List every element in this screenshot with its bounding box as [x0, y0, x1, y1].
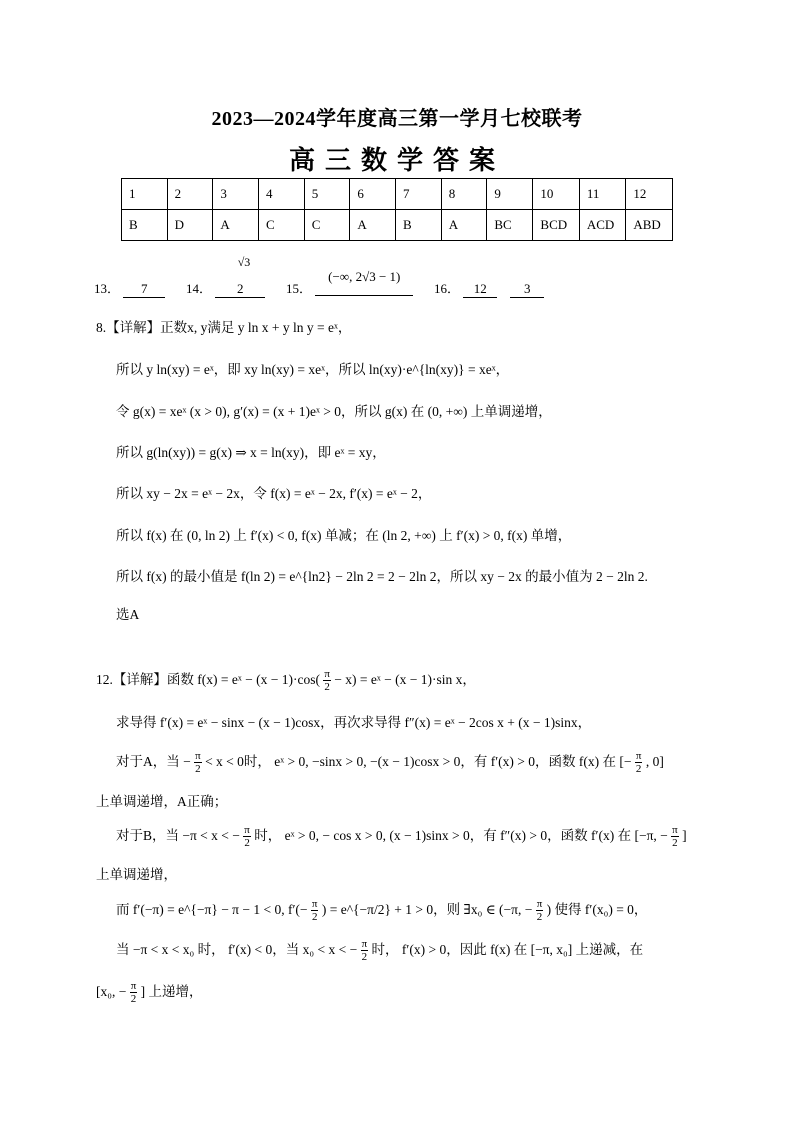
- fraction-numerator: π: [536, 898, 543, 911]
- q16-label: 16．: [434, 281, 461, 296]
- table-cell: 1: [122, 179, 168, 210]
- q12-line-3-middle: < x < 0时， eˣ > 0, −sinx > 0, −(x − 1)cosx > 0，有 f′(x) > 0，函数 f(x) 在 [−: [205, 754, 632, 769]
- fraction-numerator: π: [324, 668, 330, 681]
- q8-line-6: 所以 f(x) 在 (0, ln 2) 上 f′(x) < 0, f(x) 单减；在 (ln 2, +∞) 上 f′(x) > 0, f(x) 单增，: [116, 528, 572, 543]
- fraction: [311, 898, 319, 923]
- table-cell: 11: [579, 179, 625, 210]
- q12-line-1-start: 12.【详解】函数 f(x) = eˣ − (x − 1)·cos(: [96, 672, 320, 687]
- fraction: [194, 750, 202, 775]
- table-cell: C: [259, 210, 305, 241]
- table-cell: 5: [304, 179, 350, 210]
- q12-line-7-end: ) 使得 f′(x₀) = 0，: [546, 902, 648, 917]
- fraction-denominator: 2: [672, 837, 678, 850]
- q12-line-3: [116, 750, 664, 775]
- table-cell: 6: [350, 179, 396, 210]
- q12-line-1: [96, 668, 476, 693]
- fraction-numerator: π: [361, 938, 368, 951]
- q12-line-1-end: − x) = eˣ − (x − 1)·sin x，: [334, 672, 476, 687]
- q12-line-8-end: 时， f′(x) > 0，因此 f(x) 在 [−π, x₀] 上递减，在: [371, 942, 644, 957]
- q14-denominator: 2: [215, 281, 265, 298]
- q12-line-5-start: 对于B，当 −π < x < −: [116, 828, 240, 843]
- fraction-numerator: π: [244, 824, 250, 837]
- answer-table-answer-row: [122, 210, 673, 241]
- q8-line-2: 所以 y ln(xy) = eˣ，即 xy ln(xy) = xeˣ，所以 ln(xy)·e^{ln(xy)} = xeˣ，: [116, 362, 510, 377]
- fraction: [243, 824, 251, 849]
- q12-line-5: [116, 824, 687, 849]
- q8-line-4: 所以 g(ln(xy)) = g(x) ⇒ x = ln(xy)，即 eˣ = xy，: [116, 445, 386, 460]
- q12-line-6: 上单调递增，: [96, 867, 177, 882]
- fraction: [323, 668, 331, 693]
- table-cell: ABD: [626, 210, 673, 241]
- document-subtitle: 高三数学答案: [288, 146, 505, 176]
- q16-value-2: 3: [510, 281, 544, 298]
- table-cell: 7: [396, 179, 442, 210]
- fraction: [536, 898, 544, 923]
- table-cell: 9: [487, 179, 533, 210]
- q15-answer: [286, 266, 413, 296]
- fraction-denominator: 2: [361, 951, 368, 964]
- q12-line-7: [116, 898, 647, 923]
- q12-line-7-middle: ) = e^{−π/2} + 1 > 0，则 ∃x₀ ∈ (−π, −: [321, 902, 533, 917]
- table-cell: ACD: [579, 210, 625, 241]
- fraction-denominator: 2: [244, 837, 250, 850]
- q12-line-3-end: , 0]: [645, 754, 664, 769]
- fraction-denominator: 2: [311, 911, 318, 924]
- fraction: [635, 750, 643, 775]
- table-cell: A: [350, 210, 396, 241]
- q12-line-5-end: ]: [682, 828, 687, 843]
- fraction: [671, 824, 679, 849]
- fraction-numerator: π: [672, 824, 678, 837]
- q12-line-3-start: 对于A，当 −: [116, 754, 191, 769]
- q14-answer: [186, 278, 265, 298]
- table-cell: B: [122, 210, 168, 241]
- fraction-denominator: 2: [130, 993, 137, 1006]
- q8-line-3: 令 g(x) = xeˣ (x > 0), g′(x) = (x + 1)eˣ > 0，所以 g(x) 在 (0, +∞) 上单调递增，: [116, 404, 552, 419]
- document-title: 2023—2024学年度高三第一学月七校联考: [211, 108, 583, 130]
- q12-line-9: [96, 980, 203, 1005]
- fraction-denominator: 2: [195, 763, 201, 776]
- q8-line-7: 所以 f(x) 的最小值是 f(ln 2) = e^{ln2} − 2ln 2 = 2 − 2ln 2，所以 xy − 2x 的最小值为 2 − 2ln 2.: [116, 569, 648, 584]
- table-cell: 12: [626, 179, 673, 210]
- q8-line-1: 8.【详解】正数x, y满足 y ln x + y ln y = eˣ，: [96, 320, 352, 335]
- answer-table: [121, 178, 673, 241]
- table-cell: 8: [441, 179, 487, 210]
- table-cell: 3: [213, 179, 259, 210]
- table-cell: 4: [259, 179, 305, 210]
- q16-value-1: 12: [463, 281, 497, 298]
- fraction-numerator: π: [130, 980, 137, 993]
- table-cell: A: [213, 210, 259, 241]
- table-cell: B: [396, 210, 442, 241]
- q12-line-8: [116, 938, 643, 963]
- q12-line-9-start: [x₀, −: [96, 984, 127, 999]
- q8-choice: 选A: [116, 607, 140, 622]
- fraction-numerator: π: [311, 898, 318, 911]
- q14-label: 14．: [186, 281, 213, 296]
- q8-line-5: 所以 xy − 2x = eˣ − 2x，令 f(x) = eˣ − 2x, f′(x) = eˣ − 2，: [116, 486, 432, 501]
- q16-answer: [434, 278, 544, 298]
- fraction-denominator: 2: [536, 911, 543, 924]
- q12-line-7-start: 而 f′(−π) = e^{−π} − π − 1 < 0, f′(−: [116, 902, 308, 917]
- q13-label: 13．: [94, 281, 121, 296]
- q15-label: 15．: [286, 281, 313, 296]
- table-cell: D: [167, 210, 213, 241]
- q14-answer-numerator: √3: [237, 255, 251, 269]
- q12-line-9-end: ] 上递增，: [140, 984, 203, 999]
- q12-line-8-start: 当 −π < x < x₀ 时， f′(x) < 0，当 x₀ < x < −: [116, 942, 358, 957]
- q13-answer: [94, 278, 165, 298]
- q12-line-5-middle: 时， eˣ > 0, − cos x > 0, (x − 1)sinx > 0，有 f″(x) > 0，函数 f′(x) 在 [−π, −: [254, 828, 668, 843]
- q15-value: (−∞, 2√3 − 1): [315, 269, 413, 296]
- q12-line-4: 上单调递增，A正确；: [96, 794, 228, 809]
- fraction: [130, 980, 138, 1005]
- table-cell: BC: [487, 210, 533, 241]
- fraction-denominator: 2: [324, 681, 330, 694]
- fraction-numerator: π: [635, 750, 642, 763]
- fraction-denominator: 2: [635, 763, 642, 776]
- table-cell: BCD: [533, 210, 579, 241]
- q13-value: 7: [123, 281, 165, 298]
- table-cell: A: [441, 210, 487, 241]
- table-cell: C: [304, 210, 350, 241]
- fraction: [361, 938, 369, 963]
- answer-table-number-row: [122, 179, 673, 210]
- fraction-numerator: π: [195, 750, 201, 763]
- table-cell: 2: [167, 179, 213, 210]
- table-cell: 10: [533, 179, 579, 210]
- q12-line-2: 求导得 f′(x) = eˣ − sinx − (x − 1)cosx，再次求导得 f″(x) = eˣ − 2cos x + (x − 1)sinx，: [116, 715, 592, 730]
